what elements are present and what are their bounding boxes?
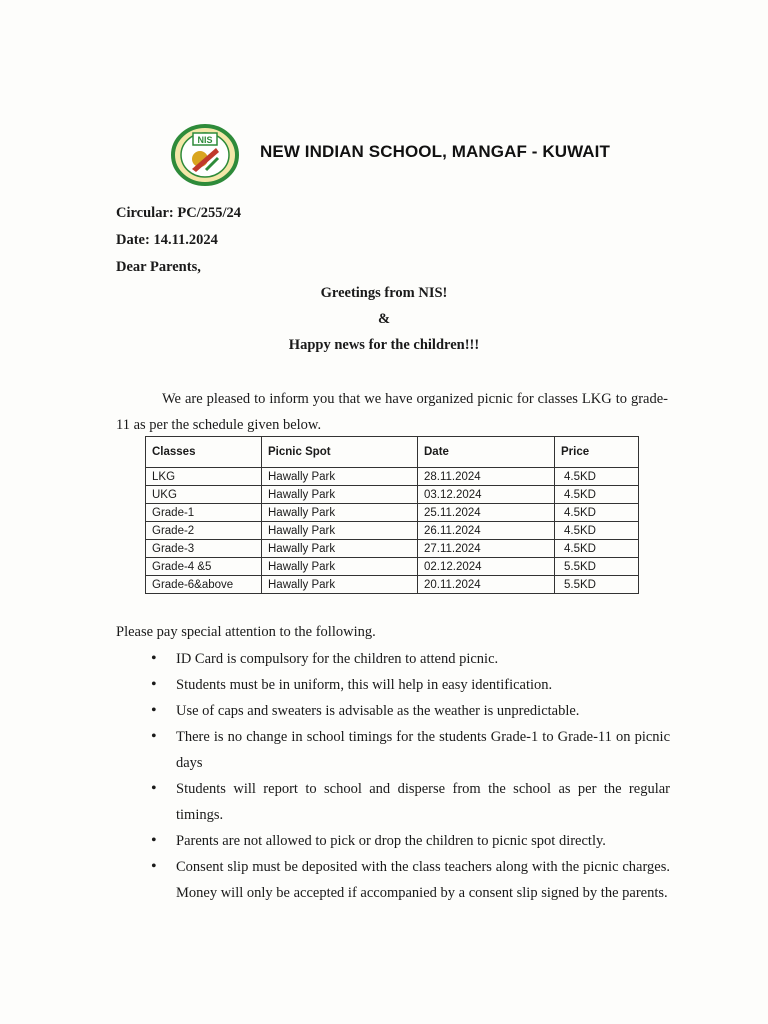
cell-class: LKG xyxy=(146,468,262,486)
list-item: • Consent slip must be deposited with the class teachers along with the picnic charges. Money will only be accepted if accompanied by a consent slip signed by the parents. xyxy=(148,854,670,906)
cell-spot: Hawally Park xyxy=(262,558,418,576)
list-item: • Parents are not allowed to pick or drop the children to picnic spot directly. xyxy=(148,828,670,854)
cell-spot: Hawally Park xyxy=(262,468,418,486)
letterhead xyxy=(170,124,650,188)
cell-date: 20.11.2024 xyxy=(418,576,555,594)
cell-price: 4.5KD xyxy=(555,540,639,558)
happy-news-line: Happy news for the children!!! xyxy=(288,337,480,353)
cell-price: 4.5KD xyxy=(555,504,639,522)
cell-date: 26.11.2024 xyxy=(418,522,555,540)
cell-date: 27.11.2024 xyxy=(418,540,555,558)
cell-date: 25.11.2024 xyxy=(418,504,555,522)
cell-class: Grade-4 &5 xyxy=(146,558,262,576)
table-row xyxy=(146,558,639,576)
cell-spot: Hawally Park xyxy=(262,486,418,504)
circular-date: Date: 14.11.2024 xyxy=(116,232,218,248)
cell-class: UKG xyxy=(146,486,262,504)
cell-price: 4.5KD xyxy=(555,522,639,540)
cell-spot: Hawally Park xyxy=(262,576,418,594)
intro-paragraph: We are pleased to inform you that we have organized picnic for classes LKG to grade-11 as per the schedule given below. xyxy=(116,391,668,433)
list-item: • ID Card is compulsory for the children to attend picnic. xyxy=(148,646,670,672)
salutation: Dear Parents, xyxy=(116,259,201,275)
table-row xyxy=(146,468,639,486)
attention-heading: Please pay special attention to the following. xyxy=(116,624,376,640)
cell-spot: Hawally Park xyxy=(262,522,418,540)
cell-date: 02.12.2024 xyxy=(418,558,555,576)
table-header-row xyxy=(146,437,639,468)
header-classes: Classes xyxy=(146,437,262,468)
cell-price: 5.5KD xyxy=(555,558,639,576)
list-item: • Students will report to school and disperse from the school as per the regular timings. xyxy=(148,776,670,828)
cell-class: Grade-6&above xyxy=(146,576,262,594)
cell-date: 28.11.2024 xyxy=(418,468,555,486)
cell-class: Grade-1 xyxy=(146,504,262,522)
svg-text:NIS: NIS xyxy=(197,135,213,145)
cell-date: 03.12.2024 xyxy=(418,486,555,504)
cell-price: 5.5KD xyxy=(555,576,639,594)
cell-price: 4.5KD xyxy=(555,468,639,486)
school-name: NEW INDIAN SCHOOL, MANGAF - KUWAIT xyxy=(260,142,610,161)
header-picnic-spot: Picnic Spot xyxy=(262,437,418,468)
cell-spot: Hawally Park xyxy=(262,504,418,522)
table-row xyxy=(146,504,639,522)
greeting-line: Greetings from NIS! xyxy=(320,285,448,301)
cell-class: Grade-3 xyxy=(146,540,262,558)
table-row xyxy=(146,486,639,504)
cell-price: 4.5KD xyxy=(555,486,639,504)
header-date: Date xyxy=(418,437,555,468)
cell-spot: Hawally Park xyxy=(262,540,418,558)
list-item: • There is no change in school timings for the students Grade-1 to Grade-11 on picnic days xyxy=(148,724,670,776)
picnic-schedule-table xyxy=(145,436,639,594)
header-price: Price xyxy=(555,437,639,468)
circular-number: Circular: PC/255/24 xyxy=(116,205,241,221)
table-row xyxy=(146,522,639,540)
cell-class: Grade-2 xyxy=(146,522,262,540)
list-item: • Use of caps and sweaters is advisable as the weather is unpredictable. xyxy=(148,698,670,724)
table-row xyxy=(146,576,639,594)
table-row xyxy=(146,540,639,558)
greeting-ampersand: & xyxy=(377,311,391,327)
list-item: • Students must be in uniform, this will help in easy identification. xyxy=(148,672,670,698)
instructions-list xyxy=(148,646,670,906)
school-logo-icon xyxy=(170,124,240,186)
